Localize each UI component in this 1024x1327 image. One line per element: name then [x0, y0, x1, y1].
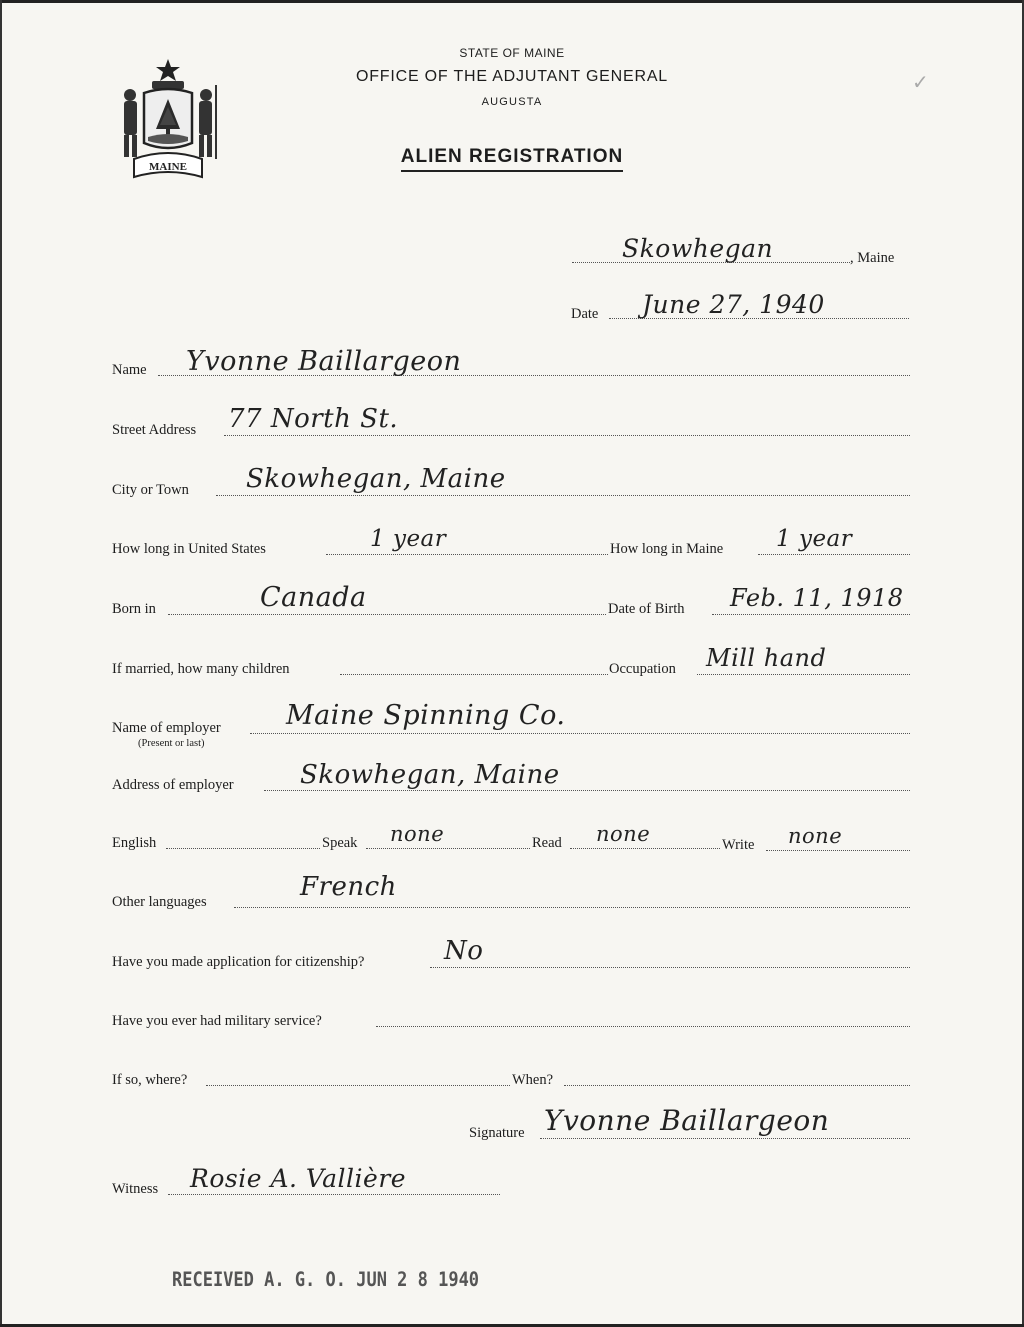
city-label: City or Town [112, 482, 189, 498]
signature-field[interactable]: Yvonne Baillargeon [544, 1104, 830, 1137]
witness-field[interactable]: Rosie A. Vallière [190, 1164, 407, 1193]
header-city: AUGUSTA [481, 96, 543, 108]
witness-label: Witness [112, 1181, 159, 1197]
write-field[interactable]: none [788, 824, 843, 848]
how-long-us-line [326, 554, 608, 555]
employer-name-line [250, 733, 910, 734]
how-long-maine-field[interactable]: 1 year [776, 526, 853, 552]
seal-text: MAINE [149, 161, 187, 173]
received-stamp: RECEIVED A. G. O. JUN 2 8 1940 [172, 1268, 480, 1292]
date-field[interactable]: June 27, 1940 [642, 290, 825, 319]
name-label: Name [112, 362, 147, 378]
citizenship-label: Have you made application for citizenship? [112, 954, 365, 970]
born-in-line [168, 614, 606, 615]
english-label: English [112, 835, 157, 851]
signature-line [540, 1138, 910, 1139]
location-field[interactable]: Skowhegan [622, 234, 774, 263]
other-languages-field[interactable]: French [300, 872, 397, 902]
signature-label: Signature [469, 1125, 525, 1141]
date-of-birth-label: Date of Birth [608, 601, 685, 617]
english-line [166, 848, 320, 849]
how-long-us-field[interactable]: 1 year [370, 526, 447, 552]
children-line [340, 674, 608, 675]
date-of-birth-line [712, 614, 910, 615]
street-address-label: Street Address [112, 422, 197, 438]
employer-address-label: Address of employer [112, 777, 234, 793]
where-line [206, 1085, 510, 1086]
header-state: STATE OF MAINE [459, 46, 565, 60]
date-label: Date [571, 306, 599, 322]
children-label: If married, how many children [112, 661, 290, 677]
street-address-line [224, 435, 910, 436]
street-address-field[interactable]: 77 North St. [228, 404, 399, 434]
born-in-field[interactable]: Canada [260, 582, 367, 613]
name-field[interactable]: Yvonne Baillargeon [186, 346, 462, 377]
occupation-line [697, 674, 910, 675]
when-label: When? [512, 1072, 554, 1088]
witness-line [168, 1194, 500, 1195]
other-languages-label: Other languages [112, 894, 207, 910]
employer-address-line [264, 790, 910, 791]
where-label: If so, where? [112, 1072, 188, 1088]
city-line [216, 495, 910, 496]
write-line [766, 850, 910, 851]
occupation-field[interactable]: Mill hand [706, 644, 827, 672]
how-long-us-label: How long in United States [112, 541, 266, 557]
occupation-label: Occupation [609, 661, 676, 677]
employer-address-field[interactable]: Skowhegan, Maine [300, 760, 560, 790]
other-languages-line [234, 907, 910, 908]
speak-field[interactable]: none [390, 822, 445, 846]
city-field[interactable]: Skowhegan, Maine [246, 464, 506, 494]
read-label: Read [532, 835, 562, 851]
when-line [564, 1085, 910, 1086]
military-label: Have you ever had military service? [112, 1013, 322, 1029]
write-label: Write [722, 837, 755, 853]
military-line [376, 1026, 910, 1027]
header-office: OFFICE OF THE ADJUTANT GENERAL [355, 68, 669, 85]
scan-border-top [0, 0, 1024, 3]
citizenship-line [430, 967, 910, 968]
how-long-maine-line [758, 554, 910, 555]
speak-line [366, 848, 530, 849]
speak-label: Speak [322, 835, 358, 851]
employer-note: (Present or last) [138, 738, 205, 749]
employer-name-label: Name of employer [112, 720, 221, 736]
read-field[interactable]: none [596, 822, 651, 846]
employer-name-field[interactable]: Maine Spinning Co. [286, 700, 566, 731]
read-line [570, 848, 720, 849]
citizenship-field[interactable]: No [444, 936, 484, 966]
scan-border-left [0, 0, 2, 1327]
location-suffix: , Maine [850, 250, 895, 266]
check-mark-icon: ✓ [912, 70, 929, 94]
date-of-birth-field[interactable]: Feb. 11, 1918 [730, 584, 904, 612]
form-title-text: ALIEN REGISTRATION [401, 146, 623, 172]
how-long-maine-label: How long in Maine [610, 541, 724, 557]
born-in-label: Born in [112, 601, 156, 617]
form-title [0, 146, 1024, 168]
